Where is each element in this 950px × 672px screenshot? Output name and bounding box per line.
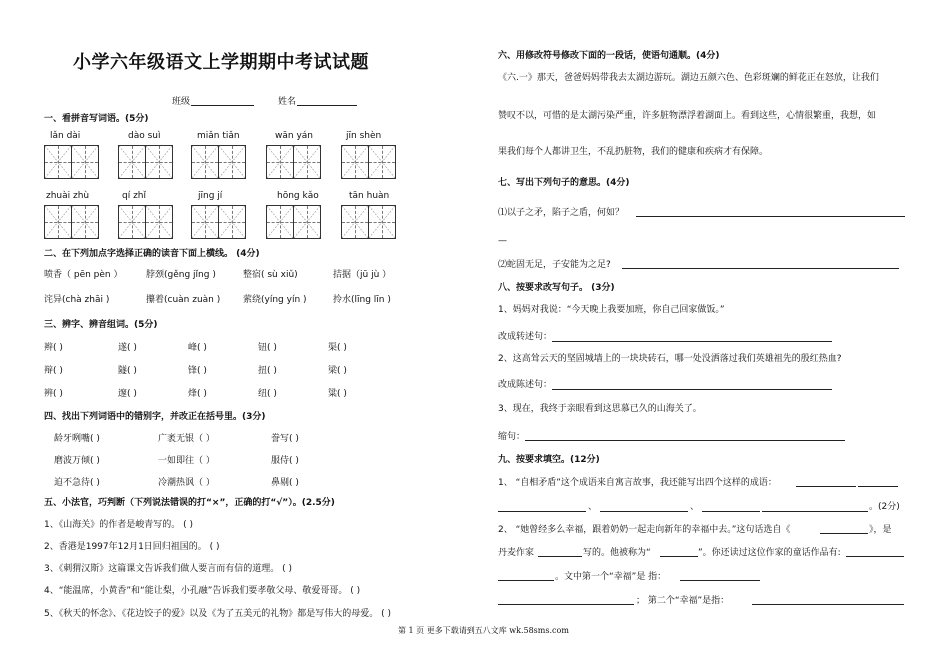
question-text: ”。你还读过这位作家的童话作品有: (698, 548, 841, 558)
blank[interactable] (820, 533, 868, 534)
typo-item[interactable]: 龄牙咧嘴( ) (54, 434, 100, 444)
blank[interactable] (858, 486, 898, 487)
pinyin: jīn shèn (346, 131, 382, 141)
word-item[interactable]: 烽( ) (188, 389, 207, 399)
question-text: 2、 “她曾经多么幸福，跟着奶奶一起走向新年的幸福中去。”这句话选自《 (498, 525, 791, 535)
section-7-heading: 七、写出下列句子的意思。(4分) (498, 178, 630, 188)
choice-item[interactable]: 脖颈(gěng jǐng ) (146, 270, 216, 280)
pinyin: zhuài zhù (46, 191, 90, 201)
answer-line[interactable] (552, 341, 832, 342)
question-text: 3、现在，我终于亲眼看到这思慕已久的山海关了。 (498, 404, 702, 414)
question-text: 1、 “自相矛盾”这个成语来自寓言故事，我还能写出四个这样的成语： (498, 478, 777, 488)
blank[interactable] (498, 580, 554, 581)
name-field[interactable] (297, 105, 357, 106)
word-item[interactable]: 钮( ) (258, 343, 277, 353)
typo-item[interactable]: 服侍( ) (271, 456, 299, 466)
writing-grid[interactable] (44, 145, 98, 179)
page-footer: 第 1 页 更多下载请到五八文库 wk.58sms.com (398, 626, 569, 635)
pinyin: miǎn tiǎn (197, 131, 240, 141)
separator: 、 (690, 502, 700, 512)
judge-item[interactable]: 3、《刺猬汉斯》这篇课文告诉我们做人要言而有信的道理。 ( ) (44, 564, 292, 574)
judge-item[interactable]: 1、《山海关》的作者是峻青写的。 ( ) (44, 520, 193, 530)
paragraph-line: 赞叹不以，可惜的是太湖污染严重，许多脏物漂浮着湖面上。看到这些，心情很繁重，我想，如 (498, 111, 877, 121)
question-text: 丹麦作家 (498, 548, 535, 558)
judge-item[interactable]: 4、“能温席，小黄香”和“能让梨，小孔融”告诉我们要孝敬父母、敬爱哥哥。 ( ) (44, 586, 361, 596)
section-8-heading: 八、按要求改写句子。 (3分) (498, 283, 615, 293)
writing-grid[interactable] (266, 205, 320, 239)
word-item[interactable]: 粱( ) (328, 389, 347, 399)
paragraph-line: 《六.一》那天，爸爸妈妈带我去太湖边游玩。湖边五颜六色、色彩斑斓的鲜花正在怒放，让我们 (498, 73, 879, 83)
word-item[interactable]: 辨( ) (44, 389, 63, 399)
pinyin: wān yán (275, 131, 313, 141)
typo-item[interactable]: 一如即往（ ） (158, 456, 215, 466)
blank[interactable] (538, 556, 582, 557)
writing-grid[interactable] (191, 145, 245, 179)
word-item[interactable]: 隧( ) (118, 366, 137, 376)
pinyin: tān huàn (349, 191, 390, 201)
typo-item[interactable]: 鼻剔( ) (271, 478, 299, 488)
question-text: 。文中第一个“幸福”是 指： (555, 572, 667, 582)
blank[interactable] (498, 511, 586, 512)
answer-line[interactable] (525, 440, 845, 441)
name-label: 姓名 (278, 97, 297, 107)
question-text: ⑵蛇固无足，子安能为之足? (498, 260, 611, 270)
word-item[interactable]: 渠( ) (328, 343, 347, 353)
score-label: 。(2分) (869, 502, 900, 512)
choice-item[interactable]: 喷香（ pēn pèn ） (44, 270, 123, 280)
blank[interactable] (796, 486, 856, 487)
blank[interactable] (660, 556, 698, 557)
answer-label: 缩句： (498, 432, 526, 442)
blank[interactable] (680, 580, 760, 581)
choice-item[interactable]: 攥着(cuàn zuàn ) (146, 295, 221, 305)
question-text: 写的。他被称为“ (583, 548, 651, 558)
class-field[interactable] (191, 105, 254, 106)
blank[interactable] (846, 556, 904, 557)
choice-item[interactable]: 整宿( sù xiǔ) (243, 270, 298, 280)
blank[interactable] (600, 511, 688, 512)
section-2-heading: 二、在下列加点字选择正确的读音下面上横线。 (4分) (44, 249, 260, 259)
word-item[interactable]: 锋( ) (188, 366, 207, 376)
writing-grid[interactable] (118, 145, 172, 179)
pinyin: hōng kǎo (277, 191, 319, 201)
choice-item[interactable]: 拎水(līng līn ) (333, 295, 391, 305)
paragraph-line: 果我们每个人都讲卫生，不乱扔脏物，我们的健康和疾病才有保障。 (498, 147, 769, 157)
word-item[interactable]: 邃( ) (118, 389, 137, 399)
word-item[interactable]: 遂( ) (118, 343, 137, 353)
pinyin: dào suì (128, 131, 161, 141)
answer-line[interactable] (636, 216, 905, 217)
blank[interactable] (498, 604, 634, 605)
writing-grid[interactable] (191, 205, 245, 239)
section-4-heading: 四、找出下列词语中的错别字，并改正在括号里。(3分) (44, 412, 266, 422)
question-text: ； 第二个“幸福”是指： (636, 596, 730, 606)
exam-title: 小学六年级语文上学期期中考试试题 (73, 52, 369, 73)
answer-label: 改成陈述句： (498, 380, 553, 390)
judge-item[interactable]: 2、香港是1997年12月1日回归祖国的。 ( ) (44, 542, 220, 552)
word-item[interactable]: 扭( ) (258, 366, 277, 376)
writing-grid[interactable] (44, 205, 98, 239)
writing-grid[interactable] (341, 145, 395, 179)
choice-item[interactable]: 萦绕(yíng yín ) (243, 295, 307, 305)
answer-label: 改成转述句： (498, 332, 553, 342)
question-text: 2、这高耸云天的坚固城墙上的一块块砖石，哪一处没洒落过我们英雄祖先的殷红热血? (498, 354, 842, 364)
pinyin: jīng jí (198, 191, 223, 201)
section-1-heading: 一、看拼音写词语。(5分) (44, 114, 149, 124)
typo-item[interactable]: 磨波万倾( ) (54, 456, 100, 466)
typo-item[interactable]: 冷潮热讽（ ） (158, 478, 215, 488)
word-item[interactable]: 梁( ) (328, 366, 347, 376)
question-text: 1、妈妈对我说：“今天晚上我要加班，你自己回家做饭。” (498, 305, 725, 315)
pinyin: qí zhǐ (122, 191, 147, 201)
question-text: ⑴以子之矛，陷子之盾，何如？ (498, 208, 625, 218)
answer-line[interactable] (622, 268, 899, 269)
writing-grid[interactable] (266, 145, 320, 179)
typo-item[interactable]: 广袤无银（ ） (158, 434, 215, 444)
class-label: 班级 (172, 97, 191, 107)
choice-item[interactable]: 拮据（jū jù ） (333, 270, 392, 280)
section-5-heading: 五、小法官，巧判断（下列说法错误的打“×”，正确的打“√”）。(2.5分) (44, 498, 335, 508)
choice-item[interactable]: 诧异(chà zhāi ) (44, 295, 110, 305)
answer-line[interactable] (552, 389, 832, 390)
writing-grid[interactable] (118, 205, 172, 239)
writing-grid[interactable] (341, 205, 395, 239)
section-3-heading: 三、辨字、辨音组词。(5分) (44, 320, 158, 330)
section-9-heading: 九、按要求填空。(12分) (498, 455, 600, 465)
section-6-heading: 六、用修改符号修改下面的一段话，使语句通顺。(4分) (498, 51, 720, 61)
answer-line-tail: — (498, 236, 507, 246)
word-item[interactable]: 峰( ) (188, 343, 207, 353)
separator: 、 (588, 502, 598, 512)
pinyin: lǎn dài (50, 131, 81, 141)
question-text: 》，是 (869, 525, 892, 535)
judge-item[interactable]: 5、《秋天的怀念》、《花边饺子的爱》以及《为了五美元的礼物》都是写伟大的母爱。 ( ) (44, 609, 391, 619)
word-item[interactable]: 辩( ) (44, 366, 63, 376)
blank[interactable] (762, 511, 868, 512)
typo-item[interactable]: 迫不急待( ) (54, 478, 100, 488)
typo-item[interactable]: 誊写( ) (271, 434, 299, 444)
blank[interactable] (702, 511, 760, 512)
word-item[interactable]: 纽( ) (258, 389, 277, 399)
word-item[interactable]: 辫( ) (44, 343, 63, 353)
blank[interactable] (752, 604, 904, 605)
